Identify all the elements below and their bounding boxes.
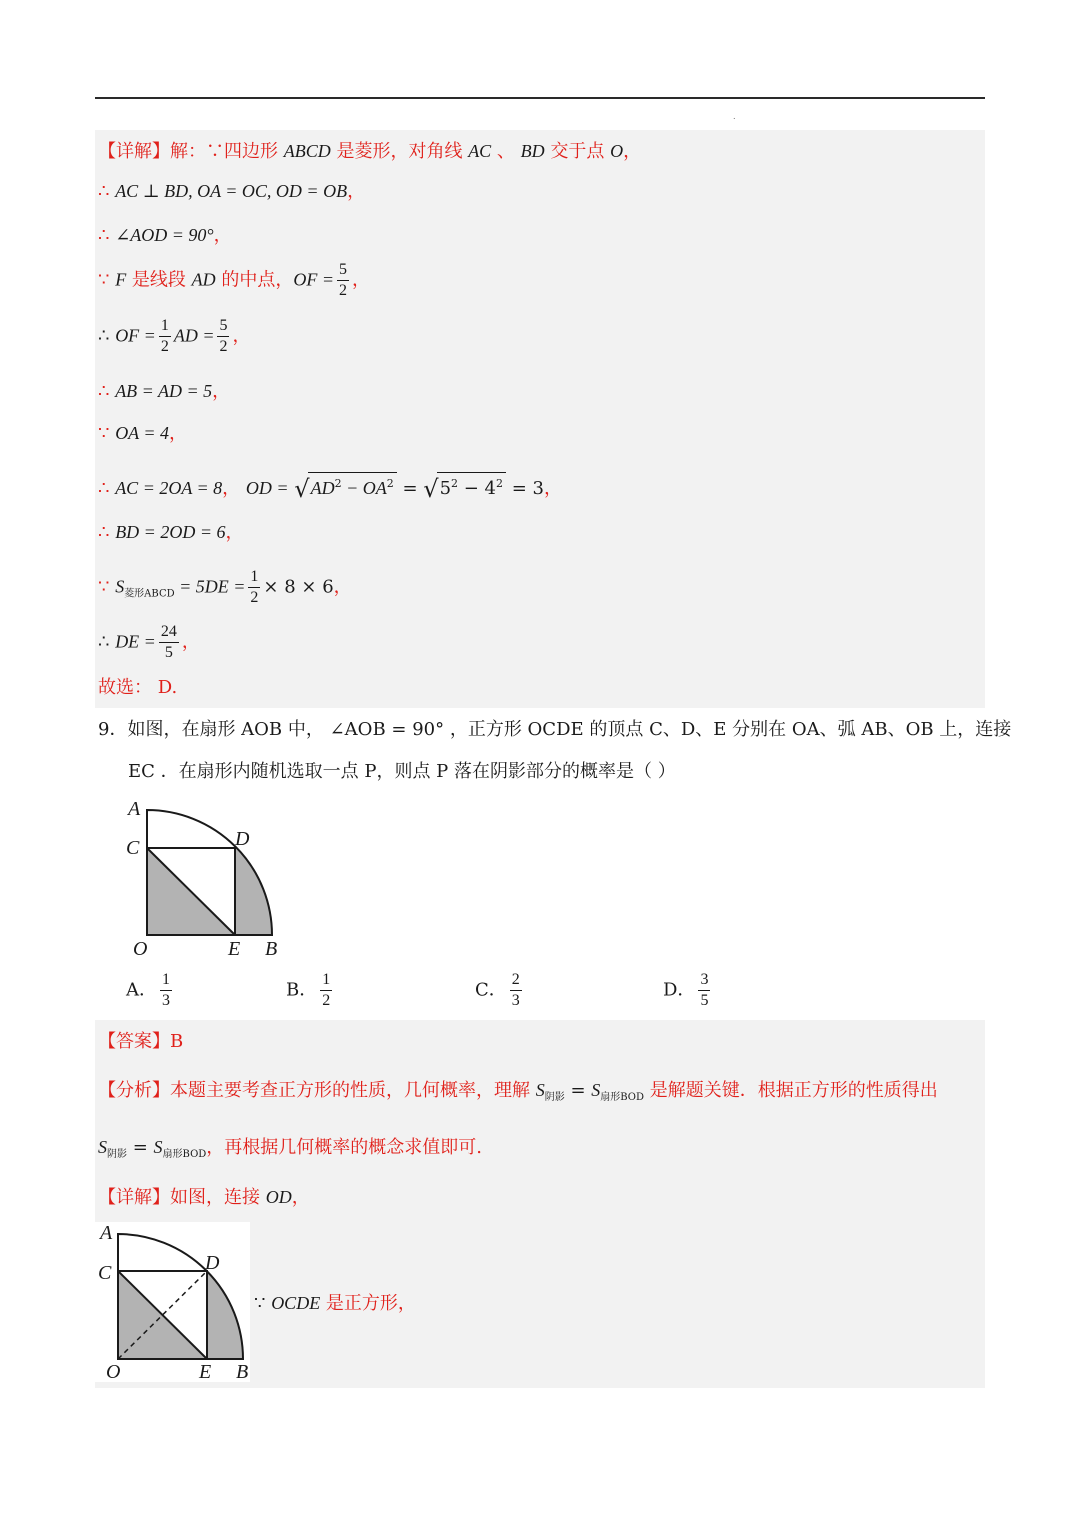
label-d: D — [205, 1252, 220, 1274]
label-o: O — [106, 1361, 121, 1383]
label-a: A — [100, 1222, 113, 1244]
answer-line: 【答案】B — [98, 1031, 184, 1052]
option-b[interactable]: B． $\frac{1}{2}$ — [286, 971, 331, 1009]
solution-panel — [95, 130, 985, 708]
label-a: A — [128, 798, 141, 820]
solution-figure — [95, 1218, 255, 1383]
label-e: E — [199, 1361, 212, 1383]
option-d[interactable]: D． $\frac{3}{5}$ — [663, 971, 709, 1009]
fraction: $\frac{24}{5}$ — [160, 623, 177, 661]
question-9-line-1: 9．如图，在扇形 AOB 中， ∠AOB = 90° ，正方形 OCDE 的顶点 C、D、E 分别在 OA、弧 AB、OB 上，连接 — [98, 719, 1012, 740]
label-c: C — [126, 837, 140, 859]
fraction: $\frac{5}{2}$ — [339, 261, 348, 299]
shaded-segment — [235, 848, 272, 935]
solution-line-4: ∵ F 是线段 AD 的中点，OF = $\frac{5}{2}$ ， — [98, 261, 371, 299]
question-9-line-2: EC ．在扇形内随机选取一点 P，则点 P 落在阴影部分的概率是（ ） — [128, 761, 676, 782]
fraction: $\frac{1}{2}$ — [250, 568, 259, 606]
solution-line-2: ∴ AC ⊥ BD, OA = OC, OD = OB， — [98, 181, 366, 202]
option-a[interactable]: A． $\frac{1}{3}$ — [126, 971, 170, 1009]
label-b: B — [265, 938, 278, 960]
detail-line-2: ∵ OCDE 是正方形， — [254, 1293, 416, 1314]
solution-line-7: ∵ OA = 4， — [98, 423, 188, 444]
solution-line-5: ∴ OF = $\frac{1}{2}$ AD = $\frac{5}{2}$ ， — [98, 317, 251, 355]
label-c: C — [98, 1262, 112, 1284]
question-9-figure — [120, 795, 300, 965]
header-rule — [95, 97, 985, 99]
label-e: E — [228, 938, 241, 960]
analysis-line-1: 【分析】本题主要考查正方形的性质，几何概率，理解 $S_{阴影} = S_{扇形BOD}$ 是解题关键．根据正方形的性质得出 — [98, 1080, 938, 1103]
detail-line-1: 【详解】如图，连接 OD， — [98, 1187, 310, 1208]
fraction: $\frac{1}{2}$ — [160, 317, 169, 355]
label-o: O — [133, 938, 148, 960]
solution-line-11: ∴ DE = $\frac{24}{5}$ ， — [98, 623, 200, 661]
shaded-segment — [207, 1271, 243, 1359]
final-choice: 故选： D. — [98, 677, 178, 698]
solution-line-10: ∵ $S_{菱形ABCD} = 5DE$ = $\frac{1}{2}$ × 8 × 6， — [98, 568, 352, 606]
header-dot: . — [733, 112, 736, 121]
square-root: $5^2 - 4^2$ — [437, 472, 506, 500]
label-b: B — [236, 1361, 249, 1383]
analysis-line-2: $S_{阴影} = S_{扇形BOD}$，再根据几何概率的概念求值即可. — [98, 1137, 483, 1160]
detail-tag: 【详解】 — [98, 141, 170, 162]
solution-line-9: ∴ BD = 2OD = 6， — [98, 522, 244, 543]
solution-line-1: 【详解】解：∵四边形 ABCD 是菱形，对角线 AC 、 BD 交于点 O， — [98, 141, 642, 162]
option-c[interactable]: C． $\frac{2}{3}$ — [475, 971, 520, 1009]
solution-line-3: ∴ ∠AOD = 90°， — [98, 225, 232, 246]
solution-line-6: ∴ AB = AD = 5， — [98, 381, 231, 402]
solution-line-8: ∴ AC = 2OA = 8， OD = $√AD^2 - OA^2 = √5^2 - 4^2 = 3$， — [98, 472, 562, 500]
label-d: D — [235, 828, 250, 850]
square-root: $AD^2 - OA^2$ — [308, 472, 397, 500]
fraction: $\frac{5}{2}$ — [219, 317, 228, 355]
